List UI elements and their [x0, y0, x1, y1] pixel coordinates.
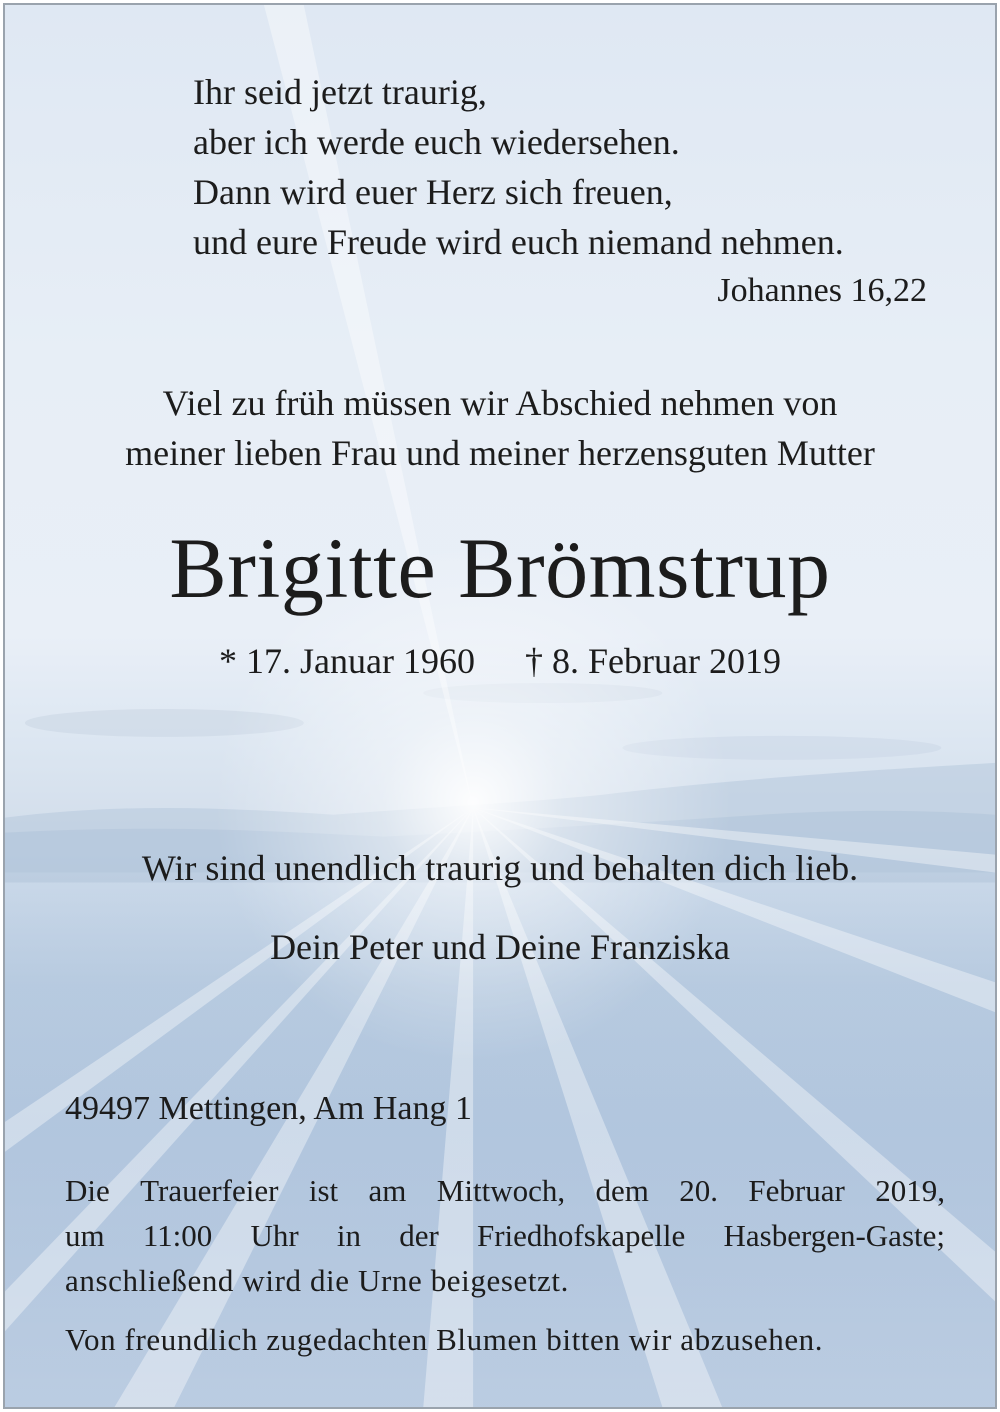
service-word: Mittwoch, [436, 1173, 566, 1208]
service-word: Die [65, 1173, 110, 1208]
service-word: in [336, 1218, 361, 1253]
death-date: † 8. Februar 2019 [525, 641, 781, 681]
service-word: Friedhofskapelle [476, 1218, 686, 1253]
quote-line: Ihr seid jetzt traurig, [193, 72, 487, 112]
life-dates [5, 637, 995, 685]
service-word: Uhr [250, 1218, 299, 1253]
service-line-2 [65, 1213, 945, 1258]
birth-date: * 17. Januar 1960 [219, 641, 475, 681]
quote-citation: Johannes 16,22 [717, 272, 927, 309]
service-word: der [399, 1218, 439, 1253]
service-line-3: anschließend wird die Urne beigesetzt. [65, 1263, 569, 1298]
service-word: 2019, [875, 1173, 945, 1208]
service-word: Hasbergen-Gaste; [723, 1218, 945, 1253]
closing-sentence: Wir sind unendlich traurig und behalten dich lieb. [141, 848, 859, 888]
service-line-1 [65, 1168, 945, 1213]
quote-line: und eure Freude wird euch niemand nehmen. [193, 222, 844, 262]
flowers-note: Von freundlich zugedachten Blumen bitten wir abzusehen. [65, 1322, 824, 1357]
deceased-name: Brigitte Brömstrup [169, 520, 831, 616]
bible-quote [193, 67, 844, 267]
obituary-frame [3, 3, 997, 1409]
quote-line: Dann wird euer Herz sich freuen, [193, 172, 673, 212]
service-word: 11:00 [142, 1218, 213, 1253]
intro-line: meiner lieben Frau und meiner herzensguten Mutter [125, 433, 875, 473]
signers: Dein Peter und Deine Franziska [270, 927, 730, 967]
funeral-service-info [65, 1168, 945, 1303]
quote-line: aber ich werde euch wiedersehen. [193, 122, 680, 162]
service-word: am [368, 1173, 407, 1208]
service-word: um [65, 1218, 105, 1253]
farewell-intro [5, 378, 995, 478]
service-word: dem [595, 1173, 649, 1208]
service-word: Februar [748, 1173, 845, 1208]
service-word: 20. [679, 1173, 719, 1208]
intro-line: Viel zu früh müssen wir Abschied nehmen von [162, 383, 838, 423]
service-word: Trauerfeier [140, 1173, 279, 1208]
family-address: 49497 Mettingen, Am Hang 1 [65, 1090, 473, 1127]
service-word: ist [308, 1173, 339, 1208]
